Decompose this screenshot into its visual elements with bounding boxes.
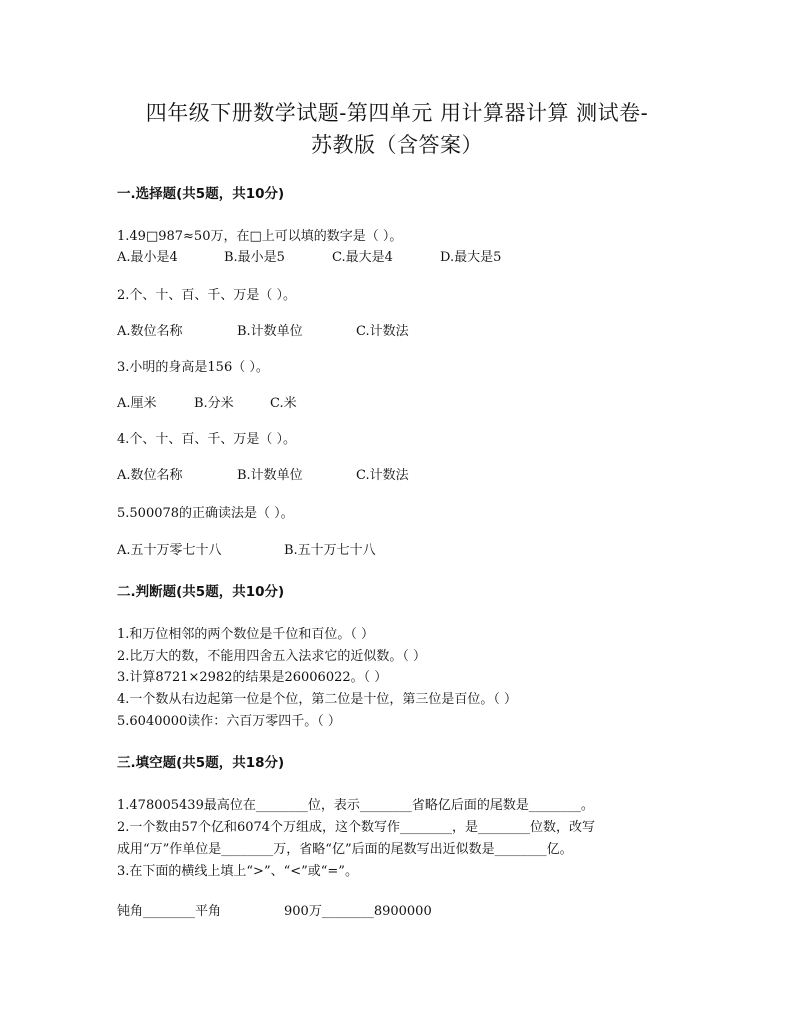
options-row: [117, 246, 501, 265]
option: C.最大是4: [332, 250, 393, 265]
judge-item: 1.和万位相邻的两个数位是千位和百位。（ ）: [117, 627, 375, 642]
option: B.五十万七十八: [284, 543, 376, 558]
section-heading-judge: 二.判断题(共5题，共10分): [117, 584, 285, 600]
option: A.厘米: [117, 396, 157, 411]
fill-item: 1.478005439最高位在________位，表示________省略亿后面的尾数是________。: [117, 798, 594, 813]
question-text: 4.个、十、百、千、万是（ ）。: [117, 432, 297, 447]
option: C.米: [270, 396, 297, 411]
question-text: 1.49□987≈50万，在□上可以填的数字是（ ）。: [117, 229, 403, 244]
question-text: 3.小明的身高是156（ ）。: [117, 360, 269, 375]
option: A.数位名称: [117, 324, 183, 339]
option: A.最小是4: [117, 250, 178, 265]
option: B.分米: [194, 396, 234, 411]
section-heading-fill: 三.填空题(共5题，共18分): [117, 755, 285, 771]
judge-item: 2.比万大的数，不能用四舍五入法求它的近似数。（ ）: [117, 649, 427, 664]
section-heading-choice: 一.选择题(共5题，共10分): [117, 186, 285, 202]
fill-item: 成用“万”作单位是________万，省略“亿”后面的尾数写出近似数是________亿。: [117, 842, 573, 857]
option: A.五十万零七十八: [117, 543, 222, 558]
judge-item: 5.6040000读作：六百万零四千。（ ）: [117, 714, 341, 729]
comparison-item: 900万________8900000: [284, 904, 432, 919]
options-row: [117, 539, 376, 558]
fill-item: 3.在下面的横线上填上“>”、“<”或“=”。: [117, 864, 358, 879]
option: B.计数单位: [237, 324, 303, 339]
options-row: [117, 464, 409, 483]
question-text: 5.500078的正确读法是（ ）。: [117, 506, 294, 521]
option: D.最大是5: [440, 250, 502, 265]
option: C.计数法: [356, 468, 409, 483]
title-line-1: 四年级下册数学试题-第四单元 用计算器计算 测试卷-: [145, 101, 649, 125]
question-text: 2.个、十、百、千、万是（ ）。: [117, 288, 297, 303]
judge-item: 4.一个数从右边起第一位是个位，第二位是十位，第三位是百位。（ ）: [117, 692, 518, 707]
fill-item: 2.一个数由57个亿和6074个万组成，这个数写作________，是________位数，改写: [117, 820, 596, 835]
option: A.数位名称: [117, 468, 183, 483]
option: C.计数法: [356, 324, 409, 339]
options-row: [117, 320, 409, 339]
judge-item: 3.计算8721×2982的结果是26006022。（ ）: [117, 670, 388, 685]
title-line-2: 苏教版（含答案）: [311, 133, 483, 157]
options-row: [117, 392, 297, 411]
option: B.最小是5: [224, 250, 285, 265]
comparison-row: [117, 900, 432, 919]
option: B.计数单位: [237, 468, 303, 483]
comparison-item: 钝角________平角: [117, 904, 222, 919]
